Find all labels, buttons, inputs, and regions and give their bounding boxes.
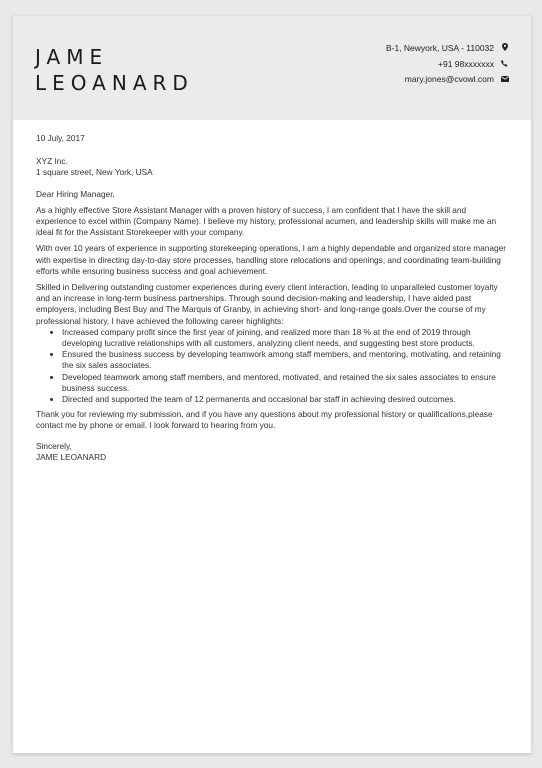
letter-page bbox=[13, 16, 531, 753]
contact-phone-row bbox=[386, 57, 509, 73]
recipient-address: 1 square street, New York, USA bbox=[36, 167, 153, 178]
letter-date: 10 July, 2017 bbox=[36, 133, 85, 143]
closing-paragraph: Thank you for reviewing my submission, and if you have any questions about my professional history or qualifications,please contact me by phone or email. I look forward to hearing from you. bbox=[36, 409, 493, 431]
contact-phone: +91 98xxxxxxx bbox=[438, 58, 494, 69]
recipient-company: XYZ Inc. bbox=[36, 156, 68, 167]
envelope-icon bbox=[500, 72, 509, 88]
contact-address-row bbox=[386, 41, 509, 57]
highlights-list bbox=[36, 327, 508, 405]
highlight-item: • Increased company profit since the first year of joining, and realized more than 18 % at the end of 2019 through developing lucrative relationships with all customers, analyzing client needs, and suggesting best store products. bbox=[62, 327, 508, 349]
paragraph-3: Skilled in Delivering outstanding customer experiences during every client interaction, leading to unparalleled customer loyalty and an increase in long-term business partnerships. Through sound decision-making and leadership, I have aided past employers, including Best Buy and The Marquis of Granby, in achieving short- and long-range goals.Over the course of my professional history, I have achieved the following career highlights: bbox=[36, 282, 498, 326]
name-line-1: JAME bbox=[35, 45, 109, 69]
phone-icon bbox=[500, 57, 509, 73]
salutation: Dear Hiring Manager, bbox=[36, 188, 115, 199]
paragraph-2: With over 10 years of experience in supporting storekeeping operations, I am a highly dependable and organized store manager with expertise in directing day-to-day store processes, handling store relocations and openings, and coordinating team-building efforts while ensuring business success and goal achievement. bbox=[36, 243, 506, 276]
applicant-name bbox=[35, 44, 194, 96]
sign-off-block bbox=[36, 441, 508, 463]
recipient-block bbox=[36, 156, 508, 178]
contact-address: B-1, Newyork, USA - 110032 bbox=[385, 43, 494, 53]
highlight-item: • Ensured the business success by developing teamwork among staff members, and mentoring, motivating, and retaining the six sales associates. bbox=[62, 349, 508, 371]
contact-block bbox=[386, 41, 509, 88]
sign-off: Sincerely, bbox=[36, 440, 72, 451]
highlight-item: • Directed and supported the team of 12 permanents and occasional bar staff in achieving desired outcomes. bbox=[62, 394, 508, 405]
highlight-item: • Developed teamwork among staff members, and mentored, motivated, and retained the six sales associates to ensure business success. bbox=[62, 372, 508, 394]
map-pin-icon bbox=[500, 41, 509, 57]
contact-email[interactable]: mary.jones@cvowl.com bbox=[404, 74, 494, 84]
name-line-2: LEOANARD bbox=[35, 71, 194, 95]
contact-email-row bbox=[386, 72, 509, 88]
paragraph-1: As a highly effective Store Assistant Manager with a proven history of success, I am confident that I have the skill and experience to excel within (Company Name). I believe my history, professional acumen, and leadership skills will make me an ideal fit for the Assistant Storekeeper with your company. bbox=[36, 204, 497, 238]
header-band bbox=[13, 16, 531, 120]
signature-name: JAME LEOANARD bbox=[36, 451, 107, 462]
letter-body bbox=[36, 133, 508, 463]
